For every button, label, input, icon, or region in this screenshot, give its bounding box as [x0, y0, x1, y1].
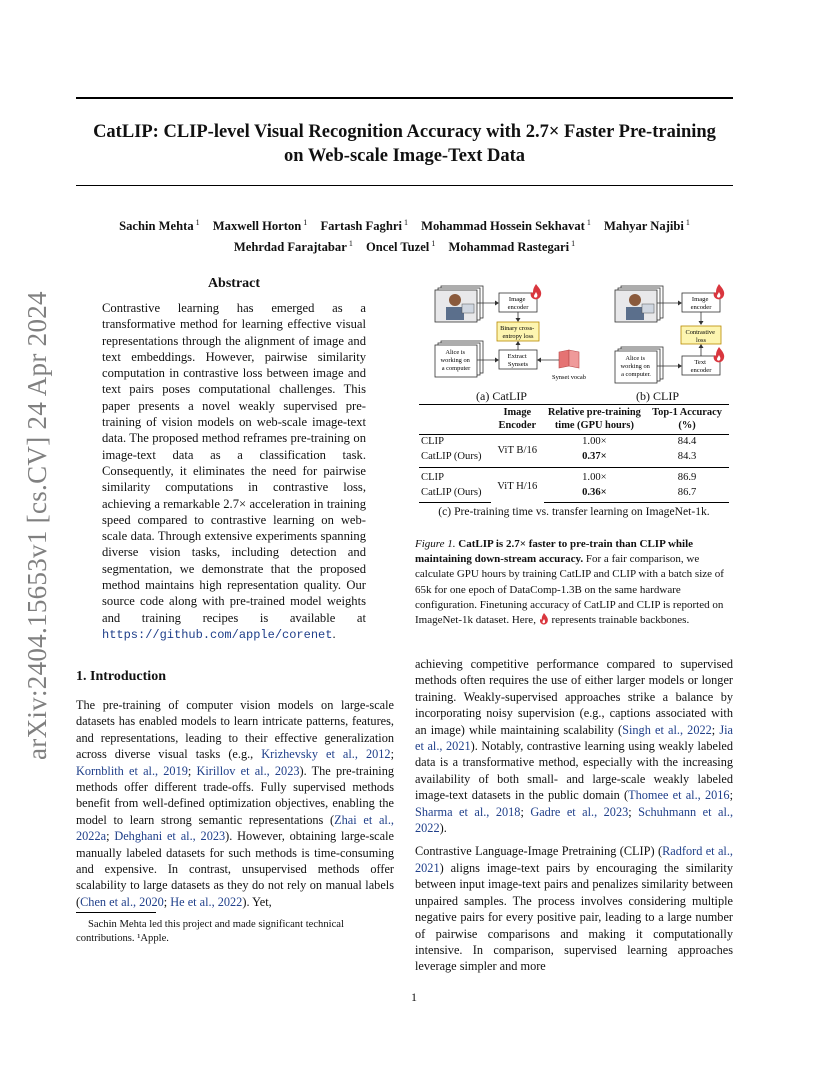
author-name: Mohammad Rastegari $^1$ [448, 239, 576, 255]
svg-text:Extract Synsets: Extract Synsets [507, 353, 529, 368]
flame-icon [714, 284, 725, 299]
citation-link[interactable]: Sharma et al., 2018 [415, 804, 521, 819]
abstract-text: Contrastive learning has emerged as a transformative method for learning effective visual representations through the alignment of image and text embeddings. However, pairwise similarity computation in contrastive loss between image and text pairs poses computational challenges. This paper presents a novel weakly supervised pre-training of vision models on web-scale image-text data. The proposed method reframes pre-training on image-text data as a classification task. Consequently, it eliminates the need for pairwise similarity computations in contrastive loss, achieving a remarkable 2.7× acceleration in training speed compared to contrastive learning on web-scale data. Through extensive experiments spanning diverse vision tasks, including detection and segmentation, we demonstrate that the proposed method maintains high representation quality. Our source code along with pre-trained model weights and training recipes is available at https://github.com/apple/corenet. [102, 301, 366, 642]
clip-caption-stack [615, 347, 663, 383]
acc-cell: 84.4 [677, 436, 697, 447]
time-cell: 0.36× [544, 486, 645, 503]
citation-link[interactable]: Chen et al., 2020 [80, 894, 164, 909]
model-name: CLIP [421, 436, 444, 447]
svg-text:Text encoder: Text encoder [690, 359, 712, 374]
intro-paragraph-right-2: Contrastive Language-Image Pretraining (CLIP) (Radford et al., 2021) aligns image-text pairs by encouraging the similarity between input image-text pairs and penalizes similarity between unpaired samples. The process involves considering multiple negative pairs for every positive pair, leading to a large number of pairwise comparisons and making it computationally intensive. In comparison, supervised learning approaches leverage simpler and more [415, 844, 733, 974]
catlip-image-stack [435, 286, 483, 322]
citation-link[interactable]: He et al., 2022 [170, 894, 243, 909]
svg-text:Binary cross- entropy loss: Binary cross- entropy loss [500, 325, 535, 340]
svg-text:Contrastive loss: Contrastive loss [685, 329, 715, 344]
acc-cell: 84.3 [677, 450, 697, 462]
footnote-rule [76, 912, 156, 913]
subfigure-a-label: (a) CatLIP [476, 389, 527, 403]
encoder-cell: ViT B/16 [497, 444, 538, 456]
affiliation-mark: 1 [303, 218, 308, 227]
flame-icon [714, 347, 725, 362]
catlip-caption-line: a computer [441, 365, 471, 372]
citation-link[interactable]: Schuhmann et al., 2022 [415, 804, 734, 836]
affiliation-mark: 1 [586, 218, 591, 227]
affiliation-mark: 1 [195, 218, 200, 227]
model-name: CatLIP (Ours) [419, 486, 491, 503]
arxiv-stamp: arXiv:2404.15653v1 [cs.CV] 24 Apr 2024 [22, 291, 52, 760]
svg-text:Image encoder: Image encoder [690, 296, 712, 311]
citation-link[interactable]: Kornblith et al., 2019 [76, 763, 188, 778]
model-name: CatLIP (Ours) [421, 450, 482, 462]
code-link[interactable]: https://github.com/apple/corenet [102, 627, 333, 642]
acc-cell: 86.7 [645, 486, 729, 503]
flame-icon [539, 613, 549, 625]
time-cell: 1.00× [582, 436, 607, 447]
table-header [419, 405, 491, 435]
author-name: Sachin Mehta $^1$ [119, 218, 200, 234]
intro-right-column [415, 656, 733, 982]
subfigure-b-label: (b) CLIP [636, 389, 679, 403]
affiliation-mark: 1 [431, 239, 436, 249]
top-rule [76, 97, 733, 99]
catlip-caption-line: working on [440, 357, 470, 364]
page-number: 1 [411, 990, 417, 1004]
catlip-caption-line: Alice is [445, 349, 466, 356]
abstract-heading: Abstract [207, 276, 261, 291]
citation-link[interactable]: Dehghani et al., 2023 [114, 829, 226, 844]
flame-icon [531, 284, 542, 299]
table-row [419, 435, 729, 450]
citation-link[interactable]: Kirillov et al., 2023 [196, 763, 300, 778]
model-name: CLIP [419, 468, 491, 486]
catlip-caption-stack [435, 341, 483, 377]
performance-table [419, 404, 729, 503]
svg-text:Synset vocab: Synset vocab [552, 374, 586, 381]
time-cell: 0.37× [582, 450, 607, 462]
table-header: Image Encoder [498, 407, 537, 431]
table-header: Relative pre-training time (GPU hours) [547, 407, 641, 431]
clip-image-stack [615, 286, 663, 322]
svg-text:Image encoder: Image encoder [507, 296, 529, 311]
author-name: Mohammad Hossein Sekhavat $^1$ [421, 218, 591, 234]
author-name: Oncel Tuzel $^1$ [365, 239, 436, 255]
table-header: Top-1 Accuracy (%) [652, 407, 722, 431]
svg-text:Alice is working on: Alice is working on a computer. [620, 355, 651, 378]
acc-cell: 86.9 [645, 468, 729, 486]
affiliation-mark: 1 [685, 218, 690, 227]
citation-link[interactable]: Thomee et al., 2016 [628, 788, 730, 803]
encoder-cell: ViT H/16 [491, 468, 544, 503]
table-row [419, 450, 729, 468]
intro-paragraph-left: The pre-training of computer vision models on large-scale datasets has enabled models to learn intricate patterns, features, and representations, leading to their effective generalization across diverse visual tasks (e.g., Krizhevsky et al., 2012; Kornblith et al., 2019; Kirillov et al., 2023). The pre-training methods offer different trade-offs. Fully supervised methods benefit from well-defined optimization objectives, enabling the model to learn strong semantic representations (Zhai et al., 2022a; Dehghani et al., 2023). However, obtaining large-scale manually labeled datasets for such methods is time-consuming and expensive. In contrast, unsupervised methods offer scalability to large datasets as they do not rely on manual labels (Chen et al., 2020; He et al., 2022). Yet, [76, 698, 394, 909]
citation-link[interactable]: Singh et al., 2022 [622, 722, 712, 737]
table-caption: (c) Pre-training time vs. transfer learning on ImageNet-1k. [438, 505, 710, 518]
time-cell: 1.00× [544, 468, 645, 486]
citation-link[interactable]: Gadre et al., 2023 [530, 804, 629, 819]
author-name: Fartash Faghri $^1$ [320, 218, 408, 234]
table-row [419, 486, 729, 503]
citation-link[interactable]: Krizhevsky et al., 2012 [261, 747, 391, 762]
affiliation-mark: 1 [348, 239, 353, 249]
title-rule [76, 185, 733, 186]
author-name: Mahyar Najibi $^1$ [604, 218, 690, 234]
table-header-row [419, 405, 729, 435]
author-name: Maxwell Horton $^1$ [212, 218, 308, 234]
table-row [419, 468, 729, 486]
author-name: Mehrdad Farajtabar $^1$ [233, 239, 353, 255]
citation-link[interactable]: Jia et al., 2021 [415, 722, 734, 754]
citation-link[interactable]: Radford et al., 2021 [415, 844, 733, 875]
footnote: Sachin Mehta led this project and made significant technical contributions. ¹Apple. [76, 919, 344, 944]
figure-caption: Figure 1. CatLIP is 2.7× faster to pre-train than CLIP while maintaining down-stream accuracy. For a fair comparison, we calculate GPU hours by training CatLIP and CLIP with a batch size of 65k for one epoch of DataComp-1.3B on the same hardware configuration. Finetuning accuracy of CatLIP and CLIP is reported on ImageNet-1k dataset. Here, represents trainable backbones. [415, 538, 724, 627]
affiliation-mark: 1 [403, 218, 408, 227]
method-diagram [415, 278, 733, 386]
intro-paragraph-right-1: achieving competitive performance compared to supervised methods often requires the use of either larger models or longer training. Weakly-supervised approaches strike a balance by incorporating noisy supervision (e.g., captions associated with an image) while maintaining scalability (Singh et al., 2022; Jia et al., 2021). Notably, contrastive learning using weakly labeled data is a transformative method, especially with the increasing availability of both small- and large-scale weakly labeled image-text datasets in the public domain (Thomee et al., 2016; Sharma et al., 2018; Gadre et al., 2023; Schuhmann et al., 2022). [415, 657, 734, 836]
section-heading: 1. Introduction [76, 669, 166, 684]
synset-vocab-book-icon [559, 350, 579, 368]
author-list [76, 214, 733, 256]
affiliation-mark: 1 [571, 239, 576, 249]
paper-title: CatLIP: CLIP-level Visual Recognition Accuracy with 2.7× Faster Pre-training on Web-scale Image-Text Data [93, 122, 716, 166]
citation-link[interactable]: Zhai et al., 2022a [76, 812, 394, 844]
